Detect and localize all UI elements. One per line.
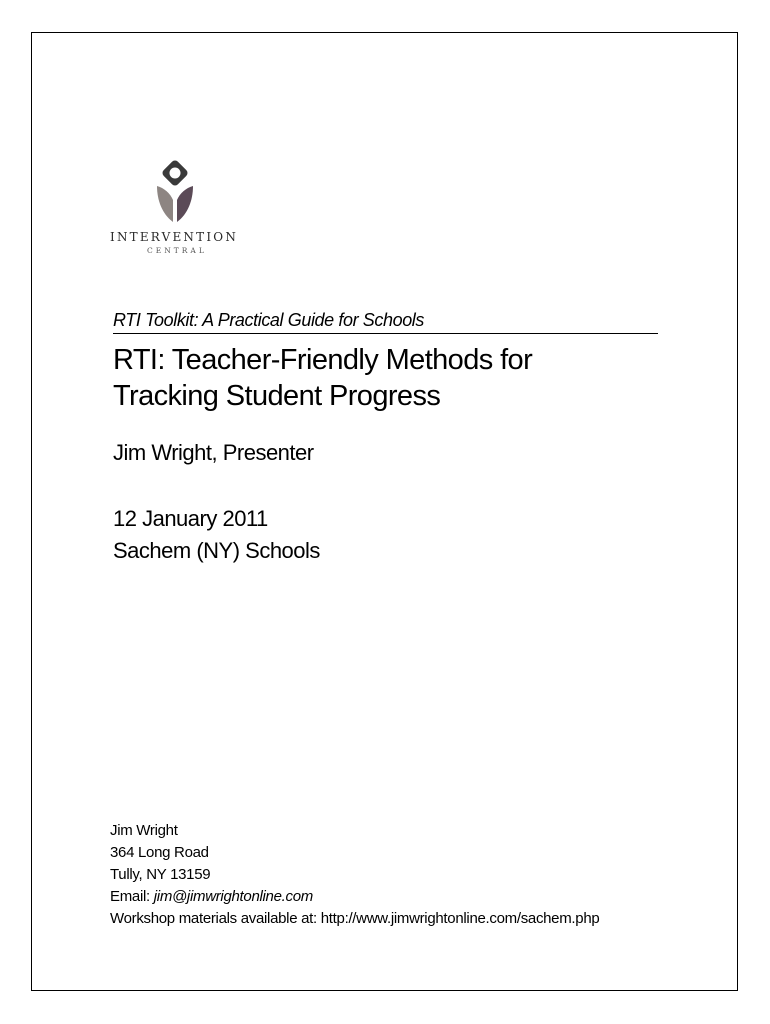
- contact-name: Jim Wright: [110, 822, 178, 839]
- email-address[interactable]: jim@jimwrightonline.com: [153, 888, 313, 905]
- logo-subtitle: CENTRAL: [147, 246, 207, 255]
- title-line-1: RTI: Teacher-Friendly Methods for: [113, 344, 533, 376]
- logo-wordmark: INTERVENTION: [110, 230, 239, 244]
- series-title: RTI Toolkit: A Practical Guide for Schools: [113, 310, 658, 334]
- contact-street: 364 Long Road: [110, 844, 209, 861]
- title-line-2: Tracking Student Progress: [113, 380, 441, 412]
- venue: Sachem (NY) Schools: [113, 538, 320, 563]
- workshop-materials-link[interactable]: Workshop materials available at: http://www.jimwrightonline.com/sachem.php: [110, 910, 600, 927]
- document-title: [113, 342, 673, 414]
- presenter: Jim Wright, Presenter: [113, 440, 314, 465]
- contact-email-line: [110, 886, 599, 908]
- intervention-central-logo: [110, 160, 250, 255]
- email-label: Email:: [110, 888, 154, 905]
- presentation-date: 12 January 2011: [113, 506, 268, 531]
- logo-mark-icon: [152, 160, 200, 224]
- contact-block: [110, 820, 599, 930]
- contact-city: Tully, NY 13159: [110, 866, 211, 883]
